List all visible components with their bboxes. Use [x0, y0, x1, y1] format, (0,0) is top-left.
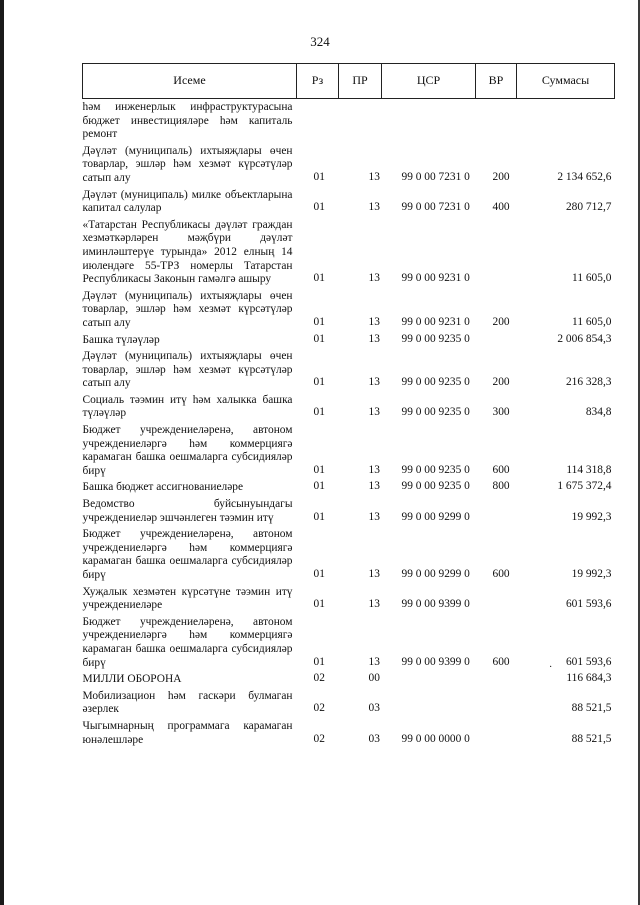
table-row [83, 332, 615, 349]
cell-pr: 13 [368, 406, 380, 419]
cell-csr: 99 0 00 9399 0 [401, 598, 470, 611]
cell-vr: 800 [492, 480, 510, 493]
table-row [83, 718, 615, 748]
cell-name: «Татарстан Республикасы дәүләт граждан хезмәткәрләрен мәҗбүри дәүләт иминләштерүе турында» 2012 елның 14 июлендәге 55-ТРЗ номерлы Татарстан Республикасы Законын гамәлгә ашыру [82, 218, 293, 286]
cell-vr [476, 688, 517, 718]
cell-rz: 01 [313, 406, 325, 419]
cell-csr: 99 0 00 9235 0 [401, 332, 470, 345]
cell-rz [297, 99, 339, 143]
cell-name: Бюджет учреждениеләренә, автоном учреждениеләргә һәм коммерциягә карамаган башка оешмаларга субсидияләр бирү [82, 528, 293, 581]
cell-rz: 01 [313, 568, 325, 580]
cell-pr: 13 [368, 598, 380, 611]
cell-rz: 01 [313, 315, 325, 328]
cell-name: Бюджет учреждениеләренә, автоном учреждениеләргә һәм коммерциягә карамаган башка оешмаларга субсидияләр бирү [82, 615, 293, 669]
cell-vr [476, 217, 517, 288]
cell-name: Башка түләүләр [82, 333, 160, 346]
cell-sum: 19 992,3 [571, 510, 612, 523]
cell-name: Социаль тәэмин итү һәм халыкка башка түләүләр [82, 393, 293, 420]
table-row [83, 348, 615, 392]
cell-vr: 300 [492, 406, 510, 419]
cell-pr: 13 [368, 480, 380, 493]
cell-pr: 13 [368, 463, 380, 476]
cell-vr [476, 718, 517, 748]
cell-pr: 13 [368, 568, 380, 580]
cell-rz: 02 [313, 732, 325, 745]
table-row [83, 614, 615, 671]
cell-csr: 99 0 00 9235 0 [401, 480, 470, 493]
cell-csr: 99 0 00 9235 0 [401, 463, 470, 476]
cell-name: Дәүләт (муниципаль) ихтыяҗлары өчен товарлар, эшләр һәм хезмәт күрсәтүләр сатып алу [82, 350, 293, 390]
table-row [83, 584, 615, 614]
header-sum: Суммасы [517, 64, 615, 99]
table-row [83, 422, 615, 479]
table-row [83, 496, 615, 526]
cell-sum: 2 006 854,3 [557, 332, 612, 345]
cell-pr [339, 99, 382, 143]
cell-rz: 01 [313, 170, 325, 183]
cell-vr [476, 584, 517, 614]
cell-sum: 2 134 652,6 [557, 170, 612, 183]
cell-pr: 13 [368, 272, 380, 285]
cell-pr: 00 [368, 672, 380, 685]
cell-name: Чыгымнарның программага карамаган юнәлешләре [82, 719, 293, 746]
scan-dot-mark: · [549, 662, 553, 673]
cell-vr: 400 [492, 201, 510, 214]
cell-pr: 13 [368, 376, 380, 389]
scan-left-edge [0, 0, 4, 905]
cell-csr [382, 688, 476, 718]
header-name: Исеме [83, 64, 297, 99]
cell-sum [517, 99, 615, 143]
table-header [83, 64, 615, 99]
table-row [83, 671, 615, 688]
cell-sum: 11 605,0 [572, 272, 612, 285]
table-row [83, 688, 615, 718]
cell-sum: 11 605,0 [572, 315, 612, 328]
cell-rz: 01 [313, 480, 325, 493]
cell-pr: 13 [368, 510, 380, 523]
cell-pr: 03 [368, 732, 380, 745]
cell-pr: 13 [368, 201, 380, 214]
cell-sum: 19 992,3 [571, 568, 612, 580]
table-row [83, 99, 615, 143]
cell-csr: 99 0 00 9231 0 [401, 315, 470, 328]
cell-pr: 13 [368, 332, 380, 345]
cell-rz: 01 [313, 463, 325, 476]
table-row [83, 288, 615, 332]
cell-name: Дәүләт (муниципаль) милке объектларына капитал салулар [82, 188, 293, 215]
cell-pr: 03 [368, 702, 380, 715]
cell-rz: 01 [313, 510, 325, 523]
cell-sum: 280 712,7 [565, 201, 612, 214]
cell-csr: 99 0 00 9299 0 [401, 510, 470, 523]
cell-vr: 200 [492, 376, 510, 389]
cell-csr: 99 0 00 9235 0 [401, 406, 470, 419]
cell-csr: 99 0 00 7231 0 [401, 170, 470, 183]
page-number: 324 [310, 34, 330, 49]
table-row [83, 392, 615, 422]
cell-name: Ведомство буйсынуындагы учреждениеләр эшчәнлеген тәэмин итү [82, 498, 293, 524]
budget-table [82, 63, 615, 748]
table-row [83, 479, 615, 496]
table-body [83, 99, 615, 749]
cell-sum: 216 328,3 [565, 376, 612, 389]
cell-sum: 1 675 372,4 [557, 480, 612, 493]
cell-pr: 13 [368, 655, 380, 668]
cell-vr: 200 [492, 170, 510, 183]
cell-pr: 13 [368, 170, 380, 183]
cell-sum: 114 318,8 [566, 463, 612, 476]
cell-csr: 99 0 00 9399 0 [401, 655, 470, 668]
cell-sum: 601 593,6 [565, 655, 612, 668]
cell-vr [476, 332, 517, 349]
cell-csr: 99 0 00 9235 0 [401, 376, 470, 389]
cell-vr: 600 [492, 568, 510, 580]
cell-pr: 13 [368, 315, 380, 328]
cell-rz: 02 [313, 672, 325, 685]
cell-vr: 600 [492, 655, 510, 668]
cell-rz: 01 [313, 332, 325, 345]
header-rz: Рз [297, 64, 339, 99]
cell-csr: 99 0 00 9231 0 [401, 272, 470, 285]
cell-sum: 88 521,5 [571, 732, 612, 745]
cell-name: Бюджет учреждениеләренә, автоном учреждениеләргә һәм коммерциягә карамаган башка оешмаларга субсидияләр бирү [82, 424, 293, 477]
cell-sum: 88 521,5 [571, 702, 612, 715]
header-csr: ЦСР [382, 64, 476, 99]
cell-rz: 01 [313, 376, 325, 389]
table-row [83, 143, 615, 187]
cell-csr: 99 0 00 0000 0 [401, 732, 470, 745]
cell-csr: 99 0 00 9299 0 [401, 568, 470, 580]
cell-rz: 01 [313, 598, 325, 611]
cell-name: Мобилизацион һәм гаскәри булмаган әзерлек [82, 689, 293, 716]
table-row [83, 187, 615, 217]
cell-rz: 01 [313, 655, 325, 668]
table-row [83, 526, 615, 583]
header-vr: ВР [476, 64, 517, 99]
cell-name: Башка бюджет ассигнованиеләре [82, 481, 244, 494]
cell-name: Дәүләт (муниципаль) ихтыяҗлары өчен товарлар, эшләр һәм хезмәт күрсәтүләр сатып алу [82, 289, 293, 329]
cell-vr: 600 [492, 463, 510, 476]
cell-vr [476, 496, 517, 526]
cell-csr: 99 0 00 7231 0 [401, 201, 470, 214]
cell-vr [476, 99, 517, 143]
table-row [83, 217, 615, 288]
cell-vr: 200 [492, 315, 510, 328]
cell-rz: 02 [313, 702, 325, 715]
cell-csr [382, 99, 476, 143]
cell-sum: 834,8 [585, 406, 612, 419]
header-pr: ПР [339, 64, 382, 99]
cell-vr [476, 671, 517, 688]
cell-name: МИЛЛИ ОБОРОНА [82, 673, 182, 686]
cell-sum: 601 593,6 [565, 598, 612, 611]
cell-rz: 01 [313, 201, 325, 214]
cell-name: Хуҗалык хезмәтен күрсәтүне тәэмин итү учреждениеләре [82, 585, 293, 612]
cell-name: Дәүләт (муниципаль) ихтыяҗлары өчен товарлар, эшләр һәм хезмәт күрсәтүләр сатып алу [82, 144, 293, 184]
cell-csr [382, 671, 476, 688]
cell-name: һәм инженерлык инфраструктурасына бюджет инвестицияләре һәм капиталь ремонт [82, 101, 293, 141]
cell-rz: 01 [313, 272, 325, 285]
cell-sum: 116 684,3 [566, 672, 612, 685]
